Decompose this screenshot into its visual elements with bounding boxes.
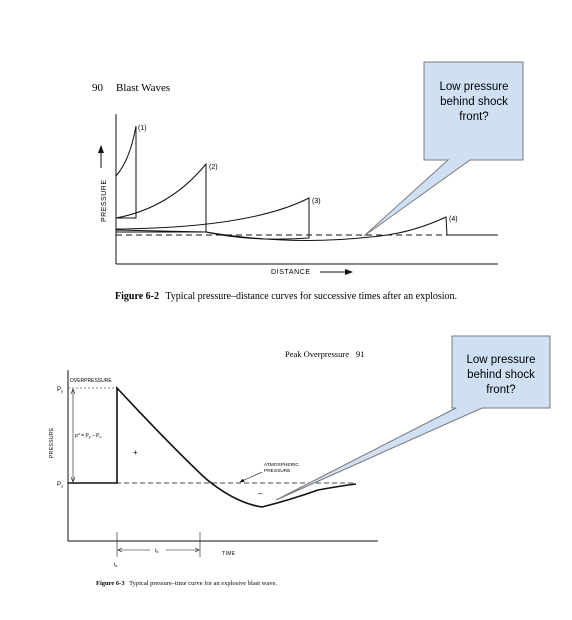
p-0-label bbox=[57, 482, 64, 489]
callout-text-2b: behind shock bbox=[467, 369, 535, 381]
caption-text-1: Typical pressure–distance curves for successive times after an explosion. bbox=[165, 291, 458, 302]
callout-text-2a: Low pressure bbox=[466, 354, 536, 366]
caption-label-1: Figure 6-2 bbox=[115, 291, 159, 302]
callout-text-1a: Low pressure bbox=[439, 81, 509, 93]
delta-p-c: – P bbox=[90, 433, 100, 439]
atmospheric-pointer bbox=[240, 472, 262, 482]
p-0-main: P bbox=[57, 482, 62, 488]
running-header-2: Peak Overpressure bbox=[285, 349, 349, 359]
figure-caption-1 bbox=[115, 291, 457, 302]
y-axis-label-2: PRESSURE bbox=[49, 427, 55, 458]
negative-phase-sign: – bbox=[258, 489, 263, 498]
callout-text-1c: front? bbox=[459, 111, 489, 123]
t-d-main: t bbox=[155, 548, 157, 554]
callout-text-1b: behind shock bbox=[440, 96, 508, 108]
caption-label-2: Figure 6-3 bbox=[96, 580, 125, 587]
curve-label-1: (1) bbox=[138, 125, 147, 132]
curve-2 bbox=[116, 164, 206, 232]
delta-p-label bbox=[75, 433, 101, 439]
pressure-time-curve bbox=[68, 388, 356, 507]
curve-1 bbox=[116, 126, 136, 218]
curve-4 bbox=[116, 217, 498, 241]
running-header: Blast Waves bbox=[116, 82, 171, 94]
page-number-2: 91 bbox=[356, 349, 365, 359]
p-y-main: P bbox=[57, 387, 62, 393]
callout-2 bbox=[276, 336, 550, 500]
t-a-sub: a bbox=[115, 564, 118, 568]
delta-p-b: y bbox=[88, 435, 91, 439]
callout-text-2c: front? bbox=[486, 384, 516, 396]
delta-p-a: p⁰ = P bbox=[75, 433, 89, 439]
curve-label-4: (4) bbox=[449, 216, 458, 223]
caption-text-2: Typical pressure–time curve for an explosive blast wave. bbox=[129, 580, 278, 587]
t-a-main: t bbox=[114, 562, 116, 568]
positive-phase-sign: + bbox=[133, 448, 138, 457]
callout-1 bbox=[364, 62, 523, 236]
t-d-label bbox=[155, 548, 158, 554]
x-axis-label-2: TIME bbox=[222, 551, 236, 557]
curve-label-2: (2) bbox=[209, 164, 218, 171]
p-y-label bbox=[57, 387, 63, 394]
atmospheric-label-1: ATMOSPHERIC bbox=[264, 463, 299, 468]
page-2-figure bbox=[49, 349, 378, 587]
delta-p-d: o bbox=[99, 435, 102, 439]
figure-caption-2 bbox=[96, 580, 277, 587]
t-a-label bbox=[114, 562, 117, 568]
p-0-sub: o bbox=[61, 483, 64, 489]
y-axis-label: PRESSURE bbox=[101, 179, 108, 222]
t-d-sub: d bbox=[156, 550, 159, 554]
x-axis-label: DISTANCE bbox=[271, 269, 311, 276]
p-y-sub: y bbox=[61, 388, 64, 394]
overpressure-label: OVERPRESSURE bbox=[70, 378, 112, 384]
atmospheric-label-2: PRESSURE bbox=[264, 469, 291, 474]
page-number: 90 bbox=[92, 82, 103, 94]
curve-label-3: (3) bbox=[312, 198, 321, 205]
